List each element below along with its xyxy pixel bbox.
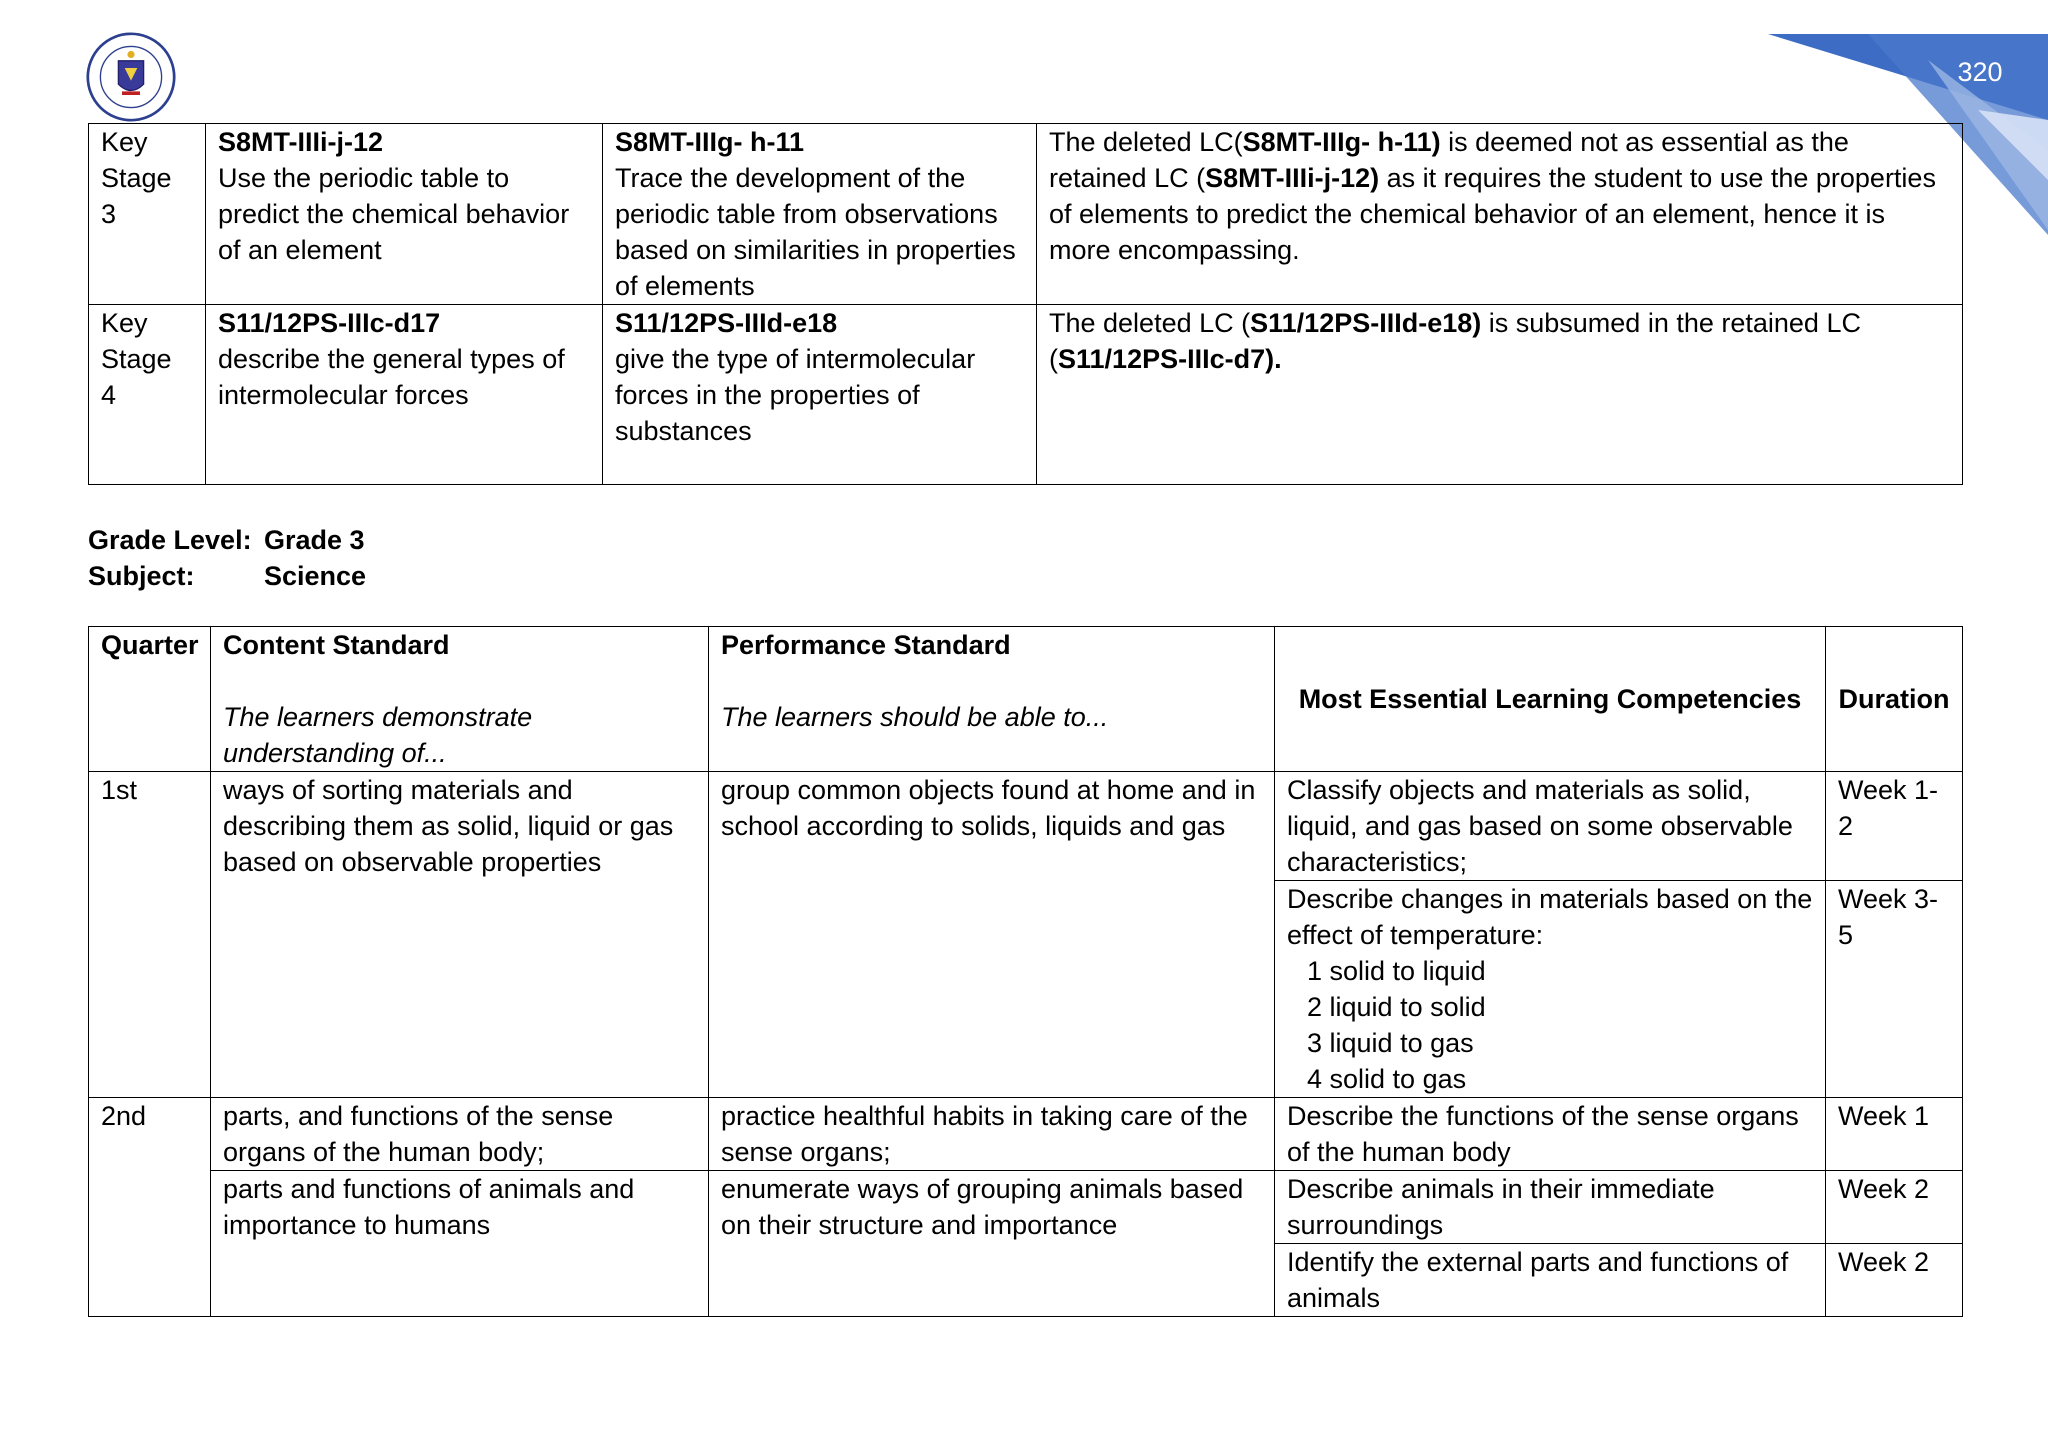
header-title: Content Standard bbox=[223, 630, 450, 660]
header-subtitle: The learners should be able to... bbox=[721, 702, 1109, 732]
table-row bbox=[89, 1171, 1963, 1244]
header-subtitle: The learners demonstrate understanding of... bbox=[223, 702, 533, 768]
stage-label: Stage 4 bbox=[101, 344, 172, 410]
justification-segment: as it requires the student to use the properties of elements to predict the chemical behavior of an element, hence it is more encompassing. bbox=[1049, 163, 1936, 265]
stage-cell bbox=[89, 305, 206, 485]
page-number: 320 bbox=[1957, 57, 2003, 87]
deleted-lc-table bbox=[88, 123, 1963, 485]
header-title: Most Essential Learning Competencies bbox=[1298, 684, 1802, 714]
melc-header bbox=[1275, 627, 1826, 772]
justification-segment: is deemed not as essential as the retained LC ( bbox=[1049, 127, 1849, 193]
performance-cell: group common objects found at home and in school according to solids, liquids and gas bbox=[709, 772, 1275, 1098]
table-row bbox=[89, 772, 1963, 881]
content-standard-header bbox=[211, 627, 709, 772]
lc-code: S11/12PS-IIId-e18 bbox=[615, 308, 838, 338]
quarter-cell: 2nd bbox=[89, 1098, 211, 1317]
lc-code: S11/12PS-IIIc-d17 bbox=[218, 308, 441, 338]
list-item: 1 solid to liquid bbox=[1307, 956, 1486, 986]
grade-info bbox=[88, 522, 366, 594]
list-item: 2 liquid to solid bbox=[1307, 992, 1486, 1022]
justification-segment: The deleted LC( bbox=[1049, 127, 1243, 157]
melc-cell: Identify the external parts and functions of animals bbox=[1275, 1244, 1826, 1317]
performance-cell: enumerate ways of grouping animals based on their structure and importance bbox=[709, 1171, 1275, 1317]
retained-lc-cell bbox=[206, 305, 603, 485]
duration-cell: Week 2 bbox=[1826, 1171, 1963, 1244]
melc-cell bbox=[1275, 881, 1826, 1098]
lc-text: give the type of intermolecular forces in the properties of substances bbox=[615, 344, 976, 446]
deleted-lc-cell bbox=[603, 305, 1037, 485]
melc-table bbox=[88, 626, 1963, 1317]
content-cell: ways of sorting materials and describing them as solid, liquid or gas based on observable properties bbox=[211, 772, 709, 1098]
duration-cell: Week 2 bbox=[1826, 1244, 1963, 1317]
quarter-header: Quarter bbox=[89, 627, 211, 772]
retained-lc-cell bbox=[206, 124, 603, 305]
table-row bbox=[89, 305, 1963, 485]
lc-text: describe the general types of intermolecular forces bbox=[218, 344, 565, 410]
justification-segment: is subsumed in the retained LC ( bbox=[1049, 308, 1861, 374]
header-title: Duration bbox=[1838, 684, 1950, 714]
stage-label: Key bbox=[101, 127, 148, 157]
lc-code: S8MT-IIIg- h-11 bbox=[615, 127, 805, 157]
justification-text bbox=[1049, 308, 1861, 374]
stage-cell bbox=[89, 124, 206, 305]
quarter-cell: 1st bbox=[89, 772, 211, 1098]
justification-text bbox=[1049, 127, 1936, 265]
duration-cell: Week 3-5 bbox=[1826, 881, 1963, 1098]
duration-cell: Week 1 bbox=[1826, 1098, 1963, 1171]
table-row bbox=[89, 124, 1963, 305]
grade-level-value: Grade 3 bbox=[264, 525, 365, 555]
performance-standard-header bbox=[709, 627, 1275, 772]
lc-code: S8MT-IIIi-j-12 bbox=[218, 127, 384, 157]
subject-value: Science bbox=[264, 561, 367, 591]
list-item: 3 liquid to gas bbox=[1307, 1028, 1474, 1058]
deleted-lc-cell bbox=[603, 124, 1037, 305]
justification-segment: The deleted LC ( bbox=[1049, 308, 1251, 338]
content-cell: parts and functions of animals and importance to humans bbox=[211, 1171, 709, 1317]
performance-cell: practice healthful habits in taking care of the sense organs; bbox=[709, 1098, 1275, 1171]
justification-segment: S11/12PS-IIId-e18) bbox=[1250, 308, 1482, 338]
lc-text: Use the periodic table to predict the chemical behavior of an element bbox=[218, 163, 570, 265]
stage-label: Key bbox=[101, 308, 148, 338]
justification-cell bbox=[1037, 305, 1963, 485]
header-row bbox=[89, 627, 1963, 772]
stage-label: Stage 3 bbox=[101, 163, 172, 229]
subject-label: Subject: bbox=[88, 561, 195, 591]
justification-segment: S11/12PS-IIIc-d7). bbox=[1058, 344, 1282, 374]
melc-cell: Describe the functions of the sense organs of the human body bbox=[1275, 1098, 1826, 1171]
justification-segment: S8MT-IIIi-j-12) bbox=[1205, 163, 1380, 193]
header-title: Performance Standard bbox=[721, 630, 1011, 660]
melc-text: Describe changes in materials based on the effect of temperature: bbox=[1287, 884, 1813, 950]
lc-text: Trace the development of the periodic table from observations based on similarities in properties of elements bbox=[615, 163, 1016, 301]
list-item: 4 solid to gas bbox=[1307, 1064, 1467, 1094]
duration-header bbox=[1826, 627, 1963, 772]
deped-seal-icon bbox=[86, 32, 176, 122]
justification-cell bbox=[1037, 124, 1963, 305]
justification-segment: S8MT-IIIg- h-11) bbox=[1242, 127, 1441, 157]
table-row bbox=[89, 1098, 1963, 1171]
melc-cell: Describe animals in their immediate surroundings bbox=[1275, 1171, 1826, 1244]
melc-cell: Classify objects and materials as solid, liquid, and gas based on some observable characteristics; bbox=[1275, 772, 1826, 881]
content-cell: parts, and functions of the sense organs of the human body; bbox=[211, 1098, 709, 1171]
duration-cell: Week 1-2 bbox=[1826, 772, 1963, 881]
grade-level-label: Grade Level: bbox=[88, 525, 252, 555]
